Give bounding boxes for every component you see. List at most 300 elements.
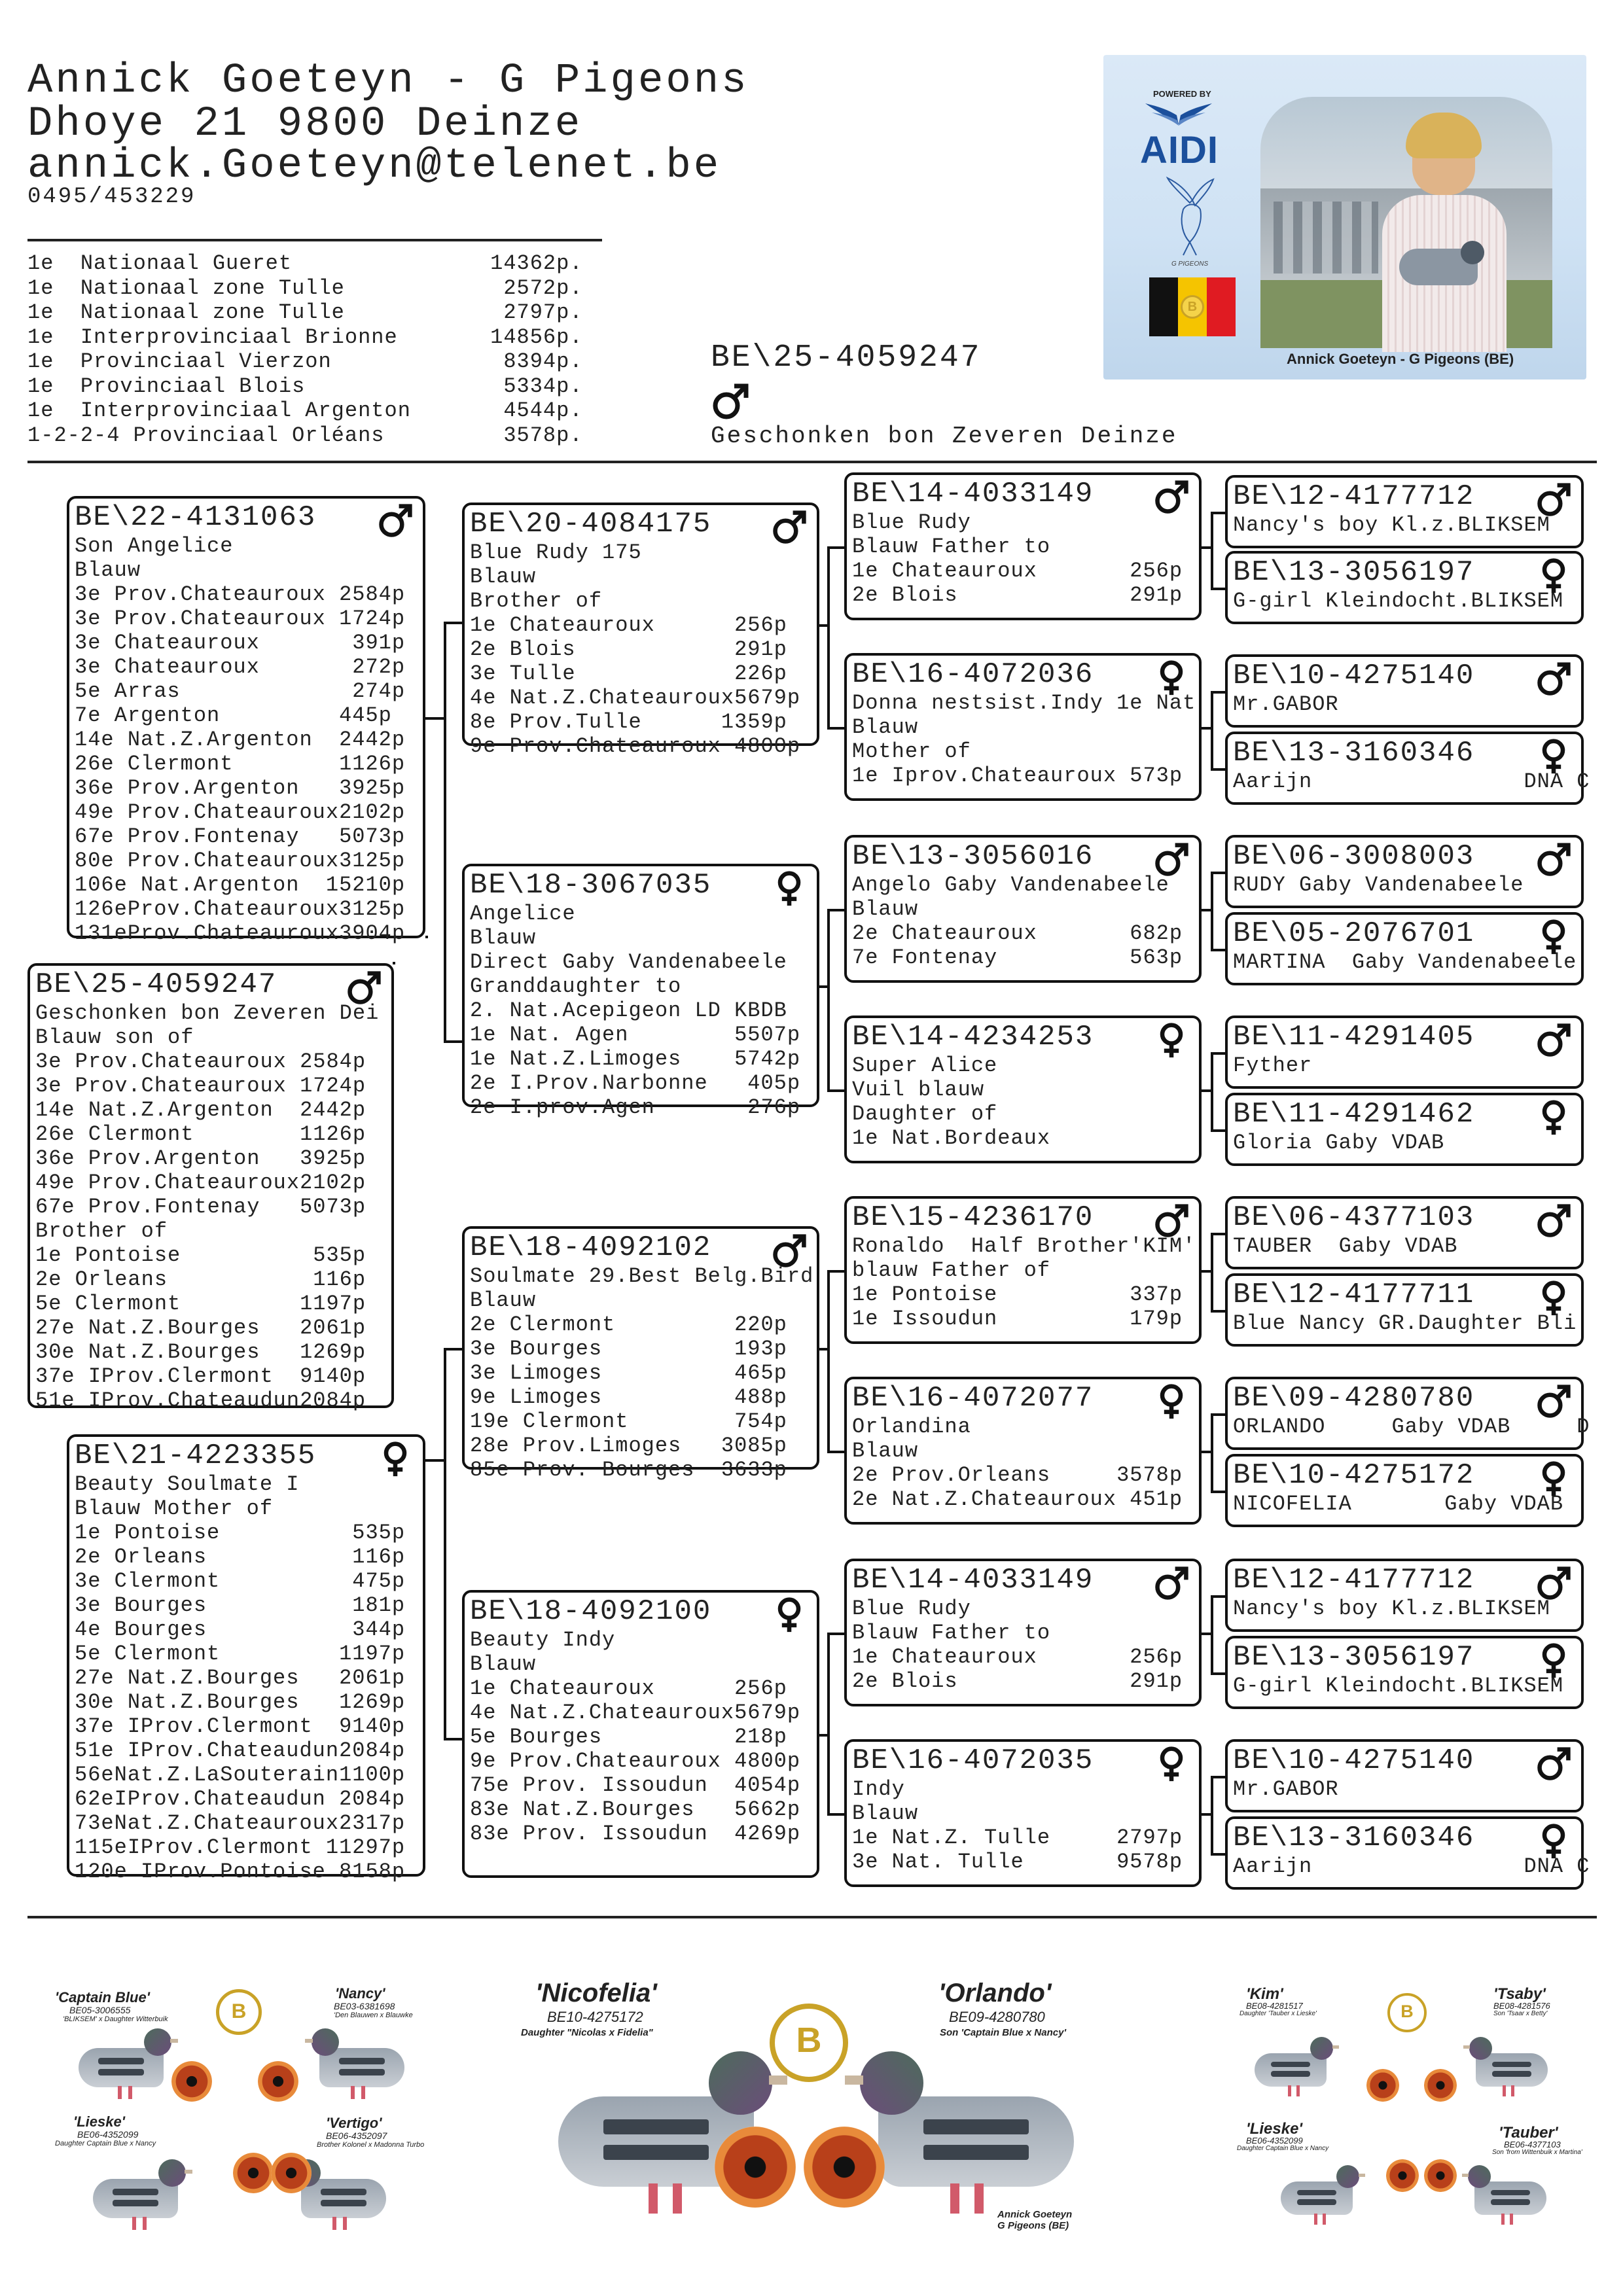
pedigree-connector [1211,872,1226,874]
pedigree-connector [444,622,446,1040]
breeder-phone: 0495/453229 [27,185,196,209]
pigeon-ring: BE06-4352099 [77,2129,139,2140]
pedigree-connector [827,1270,830,1453]
result-line: 1e Provinciaal Blois 5334p. [27,374,583,398]
female-icon [1153,1022,1190,1059]
pedigree-connector [1211,1595,1226,1598]
result-line: 1-2-2-4 Provinciaal Orléans 3578p. [27,423,583,448]
ring-number: BE\14-4234253 [852,1021,1094,1053]
pigeon-info-line: Blauw [470,1288,537,1313]
pigeon-info-line: 30e Nat.Z.Bourges 1269p [35,1340,366,1364]
pigeon-name: 'Tsaby' [1493,1985,1546,2003]
pigeon-info-line: 3e Nat. Tulle 9578p [852,1850,1183,1874]
gen4-male-box [1225,1559,1584,1632]
eye-photo [171,2061,212,2102]
subject-box [27,963,394,1413]
pigeon-info-line: 9e Prov.Chateauroux 4800p [470,734,801,758]
female-icon [1535,738,1572,775]
pigeon-info-line: 62eIProv.Chateaudun 2084p [75,1787,406,1811]
pigeon-info-line: 3e Chateauroux 391p [75,631,406,655]
pigeon-info-line: 36e Prov.Argenton 3925p [75,776,406,800]
dove-icon [1164,177,1216,262]
ring-number: BE\22-4131063 [75,501,317,534]
pigeon-info-line: 26e Clermont 1126p [35,1122,366,1146]
pedigree-connector [1211,512,1226,514]
pigeon-info-line: 1e Issoudun 179p [852,1307,1183,1331]
pigeon-desc: Son 'Captain Blue x Nancy' [940,2027,1067,2038]
eye-photo [258,2061,298,2102]
pigeon-info-line: 3e Prov.Chateauroux 1724p [75,607,406,631]
female-icon [771,870,808,907]
center-signature: Annick Goeteyn G Pigeons (BE) [997,2209,1073,2231]
gen2-male-box [462,1226,819,1482]
pigeon-info-line: 2e Nat.Z.Chateauroux 451p [852,1487,1183,1511]
pigeon-info-line: 2e Orleans 116p [75,1545,406,1569]
pigeon-info-line: 1e Iprov.Chateauroux 573p [852,764,1183,788]
pigeon-info-line: 83e Nat.Z.Bourges 5662p [470,1797,801,1822]
ring-number: BE\10-4275140 [1233,660,1475,692]
pedigree-connector [1211,1233,1226,1235]
gen4-male-box [1225,1196,1584,1269]
pigeon-info-line: 106e Nat.Argenton 15210p [75,873,406,897]
ring-number: BE\10-4275172 [1233,1459,1475,1492]
ring-number: BE\11-4291405 [1233,1021,1475,1053]
ring-number: BE\06-4377103 [1233,1201,1475,1234]
pedigree-connector [827,727,846,730]
female-icon [1535,1280,1572,1316]
pigeon-info-line: 3e Prov.Chateauroux 2584p [75,582,406,607]
pigeon-info-line: 7e Argenton 445p [75,703,392,728]
ring-number: BE\12-4177712 [1233,480,1475,513]
female-icon [1535,1642,1572,1679]
pigeon-info-line: 2e Blois 291p [852,1669,1183,1693]
pigeon-ring: BE05-3006555 [69,2005,131,2015]
ring-number: BE\25-4059247 [35,968,277,1001]
pedigree-connector [827,1633,830,1816]
ring-number: BE\16-4072036 [852,658,1094,691]
pigeon-illustration [1463,2159,1552,2226]
pigeon-info-line: 2e Prov.Orleans 3578p [852,1463,1183,1487]
pigeon-info-line: Daughter of [852,1102,998,1126]
pigeon-info-line: Beauty Soulmate I [75,1472,300,1496]
pigeon-desc: Son 'Tsaar x Betty' [1493,2010,1548,2017]
gen4-female-box [1225,912,1584,985]
pedigree-connector [1211,1129,1226,1132]
pigeon-name: 'Nicofelia' [535,1979,657,2007]
ring-number: BE\12-4177711 [1233,1279,1475,1311]
pigeon-info-line: 9e Limoges 488p [470,1385,787,1409]
female-icon [1153,1746,1190,1782]
male-icon [377,503,414,539]
pigeon-info-line: 2e Blois 291p [470,637,787,662]
female-icon [1535,919,1572,955]
gen3-female-box [844,1739,1202,1887]
pigeon-info-line: Blue Rudy [852,1597,971,1621]
pigeon-ring: BE06-4377103 [1504,2140,1561,2149]
logo-caption: Annick Goeteyn - G Pigeons (BE) [1287,351,1514,367]
gen2-female-box [462,864,819,1120]
ring-number: BE\18-4092100 [470,1595,712,1628]
eye-photo [1424,2159,1457,2192]
pedigree-connector [1211,1052,1213,1132]
ring-number: BE\13-3056197 [1233,556,1475,589]
male-icon [1535,661,1572,698]
pigeon-info-line: Ronaldo Half Brother'KIM' [852,1234,1196,1258]
pedigree-connector [425,936,428,938]
pedigree-connector [827,1813,846,1816]
pigeon-info-line: Super Alice [852,1053,998,1078]
pedigree-connector [1211,1052,1226,1055]
gen4-female-box [1225,1454,1584,1527]
gen4-female-box [1225,1816,1590,1890]
pigeon-description: MARTINA Gaby Vandenabeele [1233,950,1577,974]
pigeon-info-line: 51e IProv.Chateaudun2084p [35,1388,366,1413]
pigeon-info-line: 75e Prov. Issoudun 4054p [470,1773,801,1797]
pigeon-info-line: blauw Father of [852,1258,1051,1282]
pigeon-description: NICOFELIA Gaby VDAB [1233,1492,1564,1516]
female-icon [1535,1099,1572,1136]
pigeon-info-line: 1e Nat.Z.Limoges 5742p [470,1047,801,1071]
pigeon-illustration [1249,2031,1338,2098]
pigeon-ring: BE06-4352097 [326,2130,387,2141]
pigeon-info-line: Blauw [852,1801,919,1826]
pedigree-connector [1211,1310,1226,1313]
pedigree-connector [827,909,830,1092]
pigeon-info-line: 27e Nat.Z.Bourges 2061p [75,1666,406,1690]
pigeon-info-line: 4e Bourges 344p [75,1617,406,1642]
pedigree-connector [425,717,445,720]
eye-photo [1424,2069,1457,2102]
pedigree-connector [1211,768,1226,771]
pedigree-connector [444,1348,463,1351]
pigeon-ring: BE08-4281517 [1246,2001,1303,2011]
pigeon-info-line: Brother of [35,1219,168,1243]
ring-number: BE\13-3056016 [852,840,1094,873]
pedigree-connector [1211,949,1226,951]
pigeon-description: Blue Nancy GR.Daughter Bli [1233,1311,1577,1335]
results-list [27,251,583,448]
pigeon-info-line: 1e Pontoise 535p [35,1243,366,1267]
gen4-female-box [1225,551,1584,624]
pedigree-connector [827,1089,846,1092]
pigeon-description: TAUBER Gaby VDAB [1233,1234,1458,1258]
eye-photo [1386,2159,1419,2192]
pedigree-connector [827,909,846,911]
pigeon-info-line: 3e Limoges 465p [470,1361,787,1385]
male-icon [1153,1203,1190,1239]
eye-photo [1366,2069,1399,2102]
pigeon-ring: BE10-4275172 [547,2009,643,2025]
pedigree-connector [1211,588,1226,590]
pigeon-info-line: 30e Nat.Z.Bourges 1269p [75,1690,406,1714]
ring-number: BE\21-4223355 [75,1439,317,1472]
pigeon-info-line: 131eProv.Chateauroux3904p [75,921,406,945]
pigeon-description: Aarijn DNA C [1233,1854,1590,1879]
pigeon-info-line: 1e Chateauroux 256p [470,613,787,637]
ring-number: BE\16-4072035 [852,1744,1094,1777]
gen4-male-box [1225,475,1584,548]
female-icon [1535,1823,1572,1860]
pigeon-info-line: 67e Prov.Fontenay 5073p [75,824,406,849]
pigeon-info-line: 27e Nat.Z.Bourges 2061p [35,1316,366,1340]
male-icon [1535,1022,1572,1059]
pedigree-connector [1211,1233,1213,1313]
pigeon-description: Mr.GABOR [1233,1777,1339,1801]
pigeon-info-line: Blauw [852,897,919,921]
pigeon-info-line: 19e Clermont 754p [470,1409,787,1434]
pigeon-info-line: Mother of [852,739,971,764]
pigeon-info-line: 36e Prov.Argenton 3925p [35,1146,366,1171]
pedigree-connector [1211,1491,1226,1493]
pigeon-info-line: 49e Prov.Chateauroux2102p [35,1171,366,1195]
result-line: 1e Nationaal zone Tulle 2572p. [27,275,583,300]
pigeon-info-line: Granddaughter to [470,974,682,998]
male-icon [1153,1565,1190,1602]
gen4-male-box [1225,835,1584,908]
pigeon-info-line: 3e Prov.Chateauroux 1724p [35,1074,366,1098]
pigeon-description: Nancy's boy Kl.z.BLIKSEM [1233,1597,1550,1621]
female-icon [377,1441,414,1477]
pedigree-connector [827,546,846,549]
pigeon-illustration [306,2022,411,2100]
gen3-female-box [844,1377,1202,1525]
eye-photo [804,2127,885,2208]
pigeon-name: 'Orlando' [938,1979,1052,2007]
male-icon [1535,1565,1572,1602]
pigeon-info-line: 37e IProv.Clermont 9140p [35,1364,366,1388]
male-icon [346,970,382,1006]
pedigree-connector [393,962,395,964]
eye-photo [271,2153,312,2193]
pigeon-info-line: 80e Prov.Chateauroux3125p [75,849,406,873]
male-icon [771,1233,808,1269]
pigeon-description: Gloria Gaby VDAB [1233,1131,1445,1155]
pigeon-description: G-girl Kleindocht.BLIKSEM [1233,1674,1564,1698]
ring-number: BE\20-4084175 [470,508,712,540]
header-separator [27,461,1597,463]
pigeon-info-line: 56eNat.Z.LaSouterain1100p [75,1763,406,1787]
pigeon-info-line: 51e IProv.Chateaudun2084p [75,1739,406,1763]
pigeon-info-line: 3e Chateauroux 272p [75,655,406,679]
pigeon-info-line: 2e Clermont 220p [470,1313,787,1337]
ring-number: BE\06-3008003 [1233,840,1475,873]
pigeon-info-line: 1e Nat. Agen 5507p [470,1023,801,1047]
breeder-photo [1260,97,1552,348]
pedigree-connector [1211,1413,1226,1416]
pigeon-info-line: Blauw [852,715,919,739]
breeder-address: Dhoye 21 9800 Deinze [27,101,583,148]
pigeon-desc: 'Den Blauwen x Blauwke [334,2011,413,2019]
male-icon [1153,479,1190,516]
pigeon-info-line: 28e Prov.Limoges 3085p [470,1434,787,1458]
pigeon-info-line: 1e Chateauroux 256p [470,1676,787,1701]
pedigree-connector [827,1633,846,1635]
pedigree-connector [1211,872,1213,951]
male-icon [771,509,808,546]
pigeon-info-line: 4e Nat.Z.Chateauroux5679p [470,1701,801,1725]
result-line: 1e Interprovinciaal Argenton 4544p. [27,398,583,423]
ring-number: BE\13-3160346 [1233,1822,1475,1854]
pigeon-info-line: 8e Prov.Tulle 1359p [470,710,787,734]
breeder-name: Annick Goeteyn - G Pigeons [27,58,749,105]
pigeon-info-line: 5e Clermont 1197p [75,1642,406,1666]
pigeon-info-line: 1e Pontoise 535p [75,1521,406,1545]
pigeon-illustration [1465,2031,1554,2098]
pedigree-connector [1211,691,1213,771]
powered-by-text: POWERED BY [1153,89,1211,99]
pigeon-info-line: 2e Blois 291p [852,583,1183,607]
ring-number: BE\11-4291462 [1233,1098,1475,1131]
pigeon-info-line: Blauw son of [35,1025,194,1050]
pigeon-info-line: Blauw [470,926,537,950]
pigeon-info-line: 120e IProv.Pontoise 8158p [75,1860,406,1884]
pigeon-info-line: 85e Prov. Bourges 3633p [470,1458,787,1482]
pigeon-description: Fyther [1233,1053,1313,1078]
pigeon-name: 'Vertigo' [326,2115,382,2131]
female-icon [1535,1460,1572,1497]
g-pigeons-text: G PIGEONS [1171,260,1209,268]
pigeon-info-line: 5e Bourges 218p [470,1725,787,1749]
pigeon-info-line: 5e Arras 274p [75,679,406,703]
pigeon-illustration [72,2022,177,2100]
pigeon-info-line: Orlandina [852,1415,971,1439]
aidi-brand: AIDI [1140,129,1219,171]
pigeon-info-line: 3e Tulle 226p [470,662,787,686]
ring-number: BE\15-4236170 [852,1201,1094,1234]
pedigree-connector [425,1459,445,1462]
result-line: 1e Interprovinciaal Brionne 14856p. [27,325,583,349]
gen3-male-box [844,1559,1202,1706]
pigeon-info-line: Indy [852,1777,905,1801]
crest-logo: B [216,1989,262,2035]
pigeon-info-line: Vuil blauw [852,1078,985,1102]
pedigree-connector [827,546,830,730]
pedigree-connector [1211,1595,1213,1675]
ring-number: BE\09-4280780 [1233,1382,1475,1415]
pigeon-illustration [848,2036,1089,2217]
pigeon-info-line: 67e Prov.Fontenay 5073p [35,1195,366,1219]
pigeon-info-line: 73eNat.Z.Chateauroux2317p [75,1811,406,1835]
pigeon-description: Aarijn DNA C [1233,769,1590,794]
gen4-female-box [1225,1093,1584,1166]
result-line: 1e Nationaal zone Tulle 2797p. [27,300,583,325]
pigeon-ring: BE03-6381698 [334,2001,395,2011]
male-icon [1535,1746,1572,1782]
pigeon-info-line: Son Angelice [75,534,234,558]
footer-separator [27,1916,1597,1918]
pigeon-desc: Daughter Captain Blue x Nancy [55,2140,156,2147]
gen4-male-box [1225,1377,1590,1450]
male-icon [1535,1383,1572,1420]
ring-number: BE\05-2076701 [1233,917,1475,950]
pigeon-info-line: Blauw Father to [852,535,1051,559]
gen4-female-box [1225,732,1590,805]
pigeon-desc: Brother Kolonel x Madonna Turbo [317,2141,425,2149]
logo-panel [1103,55,1586,380]
subject-note: Geschonken bon Zeveren Deinze [711,423,1178,450]
sire-box [67,496,425,945]
pigeon-info-line: 5e Clermont 1197p [35,1292,366,1316]
pigeon-info-line: 9e Prov.Chateauroux 4800p [470,1749,801,1773]
pedigree-connector [1211,1776,1226,1778]
pigeon-info-line: Direct Gaby Vandenabeele [470,950,787,974]
pigeon-info-line: 115eIProv.Clermont 11297p [75,1835,406,1860]
male-icon [1535,482,1572,518]
pedigree-connector [827,1451,846,1453]
gen2-male-box [462,503,819,758]
pigeon-info-line: 2e I.Prov.Narbonne 405p [470,1071,801,1095]
pigeon-info-line: 1e Nat.Bordeaux [852,1126,1051,1150]
pigeon-description: Mr.GABOR [1233,692,1339,716]
ring-number: BE\14-4033149 [852,1564,1094,1597]
gen4-male-box [1225,1739,1584,1812]
pigeon-desc: 'BLIKSEM' x Daughter Witterbuik [63,2015,168,2023]
ring-number: BE\18-3067035 [470,869,712,902]
subject-ring: BE\25-4059247 [711,340,982,376]
pigeon-info-line: 2e I.prov.Agen 276p [470,1095,801,1120]
ring-number: BE\16-4072077 [852,1382,1094,1415]
pigeon-description: RUDY Gaby Vandenabeele [1233,873,1524,897]
pigeon-info-line: 126eProv.Chateauroux3125p [75,897,406,921]
gen2-female-box [462,1590,819,1878]
pigeon-info-line: 3e Clermont 475p [75,1569,406,1593]
ring-number: BE\12-4177712 [1233,1564,1475,1597]
pigeon-info-line: Brother of [470,589,603,613]
pedigree-connector [444,622,463,624]
pigeon-info-line: 7e Fontenay 563p [852,945,1183,970]
pedigree-connector [1211,691,1226,694]
male-icon [711,382,750,421]
pigeon-desc: Daughter Captain Blue x Nancy [1237,2145,1329,2152]
pigeon-info-line: Blauw Father to [852,1621,1051,1645]
pedigree-connector [444,1040,463,1043]
pigeon-description: ORLANDO Gaby VDAB D [1233,1415,1590,1439]
gen3-male-box [844,472,1202,620]
pigeon-info-line: 3e Bourges 181p [75,1593,406,1617]
pigeon-name: 'Kim' [1246,1985,1283,2003]
pigeon-info-line: 1e Chateauroux 256p [852,559,1183,583]
gen4-female-box [1225,1273,1584,1347]
gen3-male-box [844,1196,1202,1344]
pigeon-info-line: Blue Rudy 175 [470,540,642,565]
pigeon-info-line: Blue Rudy [852,510,971,535]
gen4-male-box [1225,654,1584,728]
female-icon [1153,660,1190,696]
gen3-male-box [844,835,1202,983]
male-icon [1535,1203,1572,1239]
pigeon-info-line: Geschonken bon Zeveren Dei [35,1001,380,1025]
male-icon [1535,841,1572,878]
pigeon-info-line: Blauw Mother of [75,1496,274,1521]
pigeon-description: G-girl Kleindocht.BLIKSEM [1233,589,1564,613]
pigeon-info-line: Blauw [470,565,537,589]
pigeon-description: Nancy's boy Kl.z.BLIKSEM [1233,513,1550,537]
pigeon-info-line: 26e Clermont 1126p [75,752,406,776]
pigeon-ring: BE09-4280780 [949,2009,1045,2025]
pigeon-desc: Daughter 'Tauber x Lieske' [1240,2010,1317,2017]
ring-number: BE\18-4092102 [470,1231,712,1264]
gen4-male-box [1225,1016,1584,1089]
crest-logo: B [1387,1993,1427,2032]
pigeon-name: 'Nancy' [335,1985,385,2002]
ring-number: BE\13-3056197 [1233,1641,1475,1674]
pigeon-info-line: 37e IProv.Clermont 9140p [75,1714,406,1739]
pedigree-connector [1211,1413,1213,1493]
pedigree-connector [1211,1853,1226,1856]
ring-number: BE\10-4275140 [1233,1744,1475,1777]
pigeon-desc: Son 'from Wittenbuik x Martina' [1492,2149,1582,2156]
pigeon-info-line: Blauw [470,1652,537,1676]
